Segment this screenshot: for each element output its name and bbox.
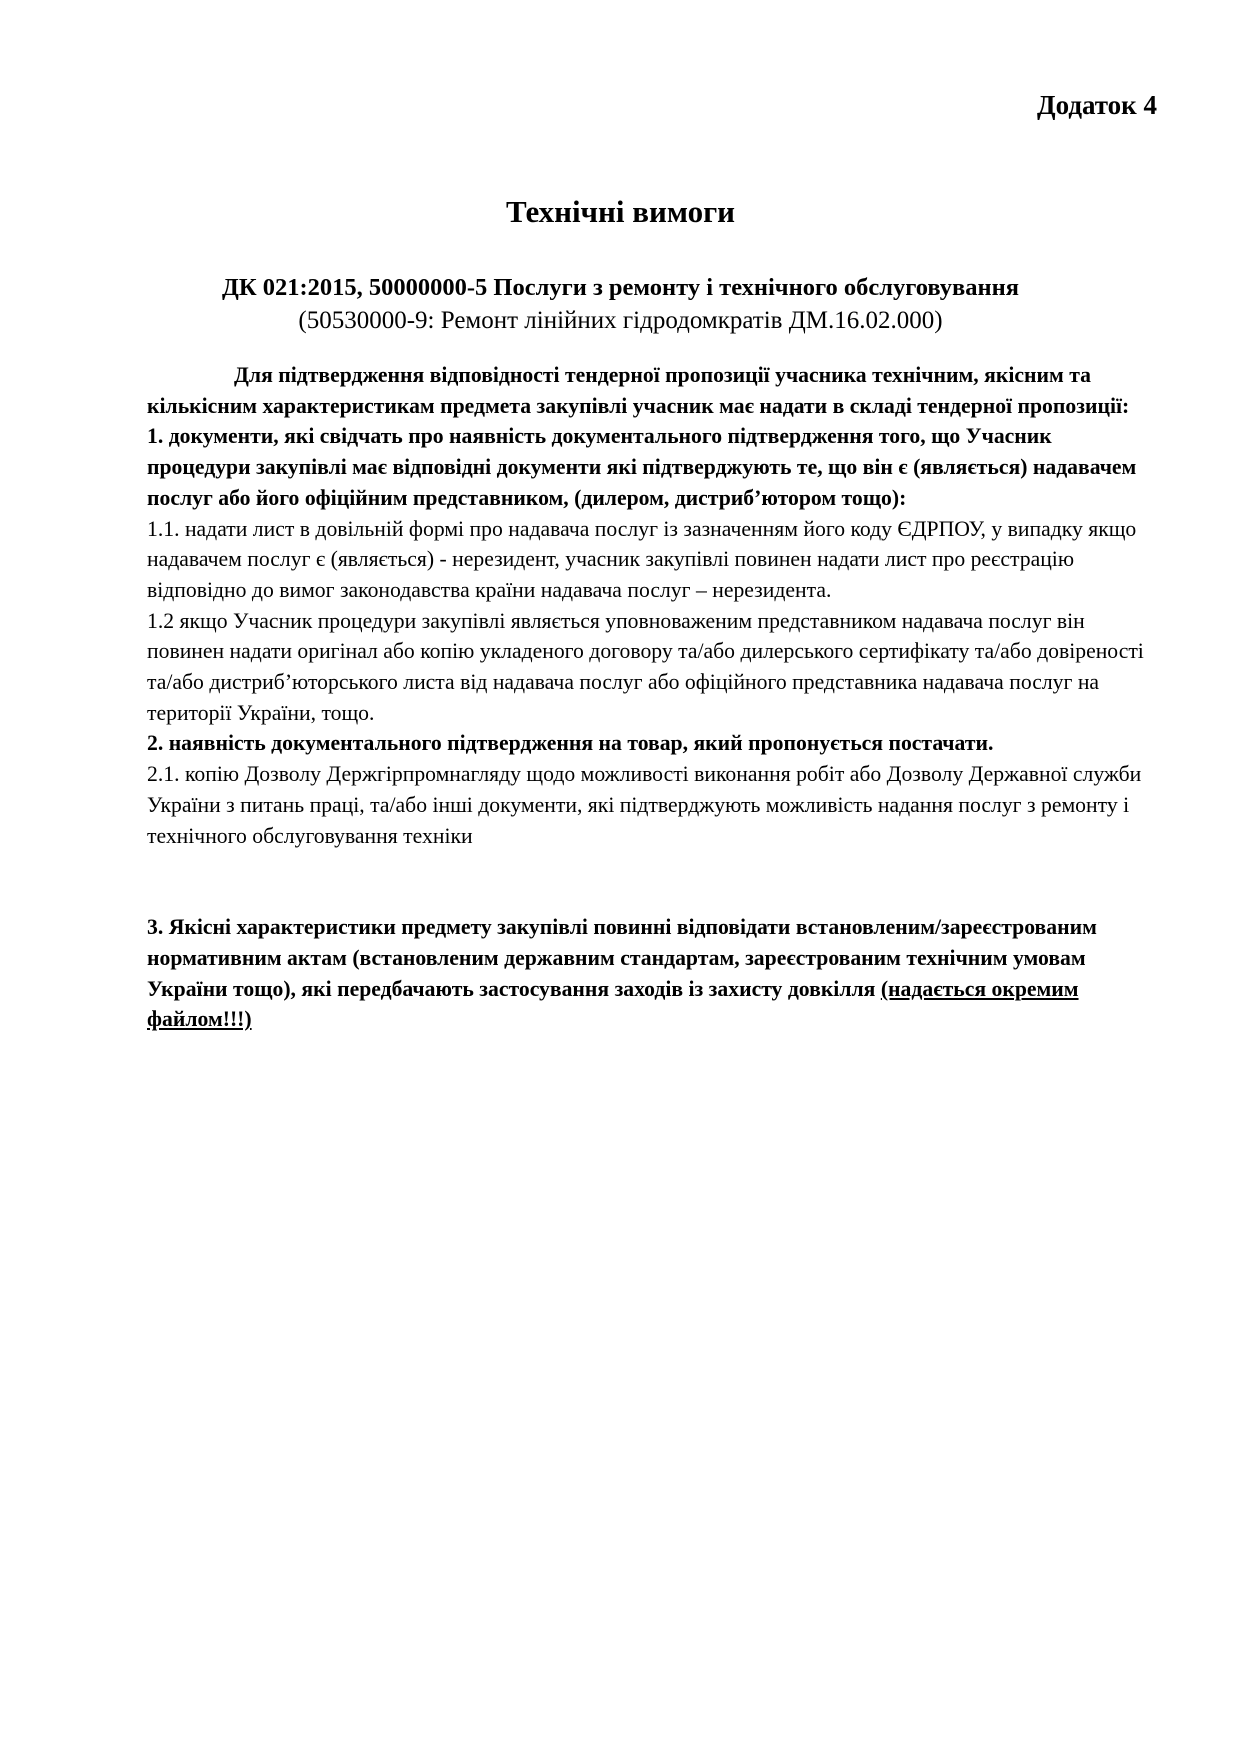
- subject-code: ДК 021:2015, 50000000-5 Послуги з ремонту і технічного обслуговування: [221, 274, 1019, 301]
- procurement-subject: [80, 272, 1161, 337]
- annex-label: Додаток 4: [1037, 90, 1157, 120]
- section-1-item-1: 1.1. надати лист в довільній формі про надавача послуг із зазначенням його коду ЄДРПОУ, у випадку якщо надавачем послуг є (являється) - нерезидент, учасник закупівлі повинен надати лист про реєстрацію відповідно до вимог законодавства країни надавача послуг – нерезидента.: [147, 516, 1137, 602]
- section-1-item-2: 1.2 якщо Учасник процедури закупівлі являється уповноваженим представником надавача послуг він повинен надати оригінал або копію укладеного договору та/або дилерського сертифікату та/або довіреності та/або дистриб’юторського листа від надавача послуг або офіційного представника надавача послуг на території України, тощо.: [147, 608, 1144, 725]
- section-3-paragraph: [147, 912, 1157, 1035]
- section-1-heading: 1. документи, які свідчать про наявність документального підтвердження того, що Учасник процедури закупівлі має відповідні документи які підтверджують те, що він є (являється) надавачем послуг або його офіційним представником, (дилером, дистриб’ютором тощо):: [147, 424, 1137, 510]
- separate-file-note: (надається окремим файлом!!!): [147, 976, 1079, 1032]
- section-3-text: 3. Якісні характеристики предмету закупівлі повинні відповідати встановленим/зареєстрованим нормативним актам (встановленим державним стандартам, зареєстрованим технічним умовам України тощо), які передбачають застосування заходів із захисту довкілля: [147, 915, 1097, 1001]
- subject-item: (50530000-9: Ремонт лінійних гідродомкратів ДМ.16.02.000): [298, 307, 943, 334]
- document-title: Технічні вимоги: [505, 194, 736, 229]
- section-2-heading: 2. наявність документального підтвердження на товар, який пропонується постачати.: [147, 731, 994, 756]
- requirements-body: [147, 360, 1157, 1035]
- section-spacer: [147, 851, 1157, 912]
- intro-paragraph: Для підтвердження відповідності тендерної пропозиції учасника технічним, якісним та кількісним характеристикам предмета закупівлі учасник має надати в складі тендерної пропозиції:: [147, 363, 1130, 418]
- section-2-item-1: 2.1. копію Дозволу Держгірпромнагляду щодо можливості виконання робіт або Дозволу Державної служби України з питань праці, та/або інші документи, які підтверджують можливість надання послуг з ремонту і технічного обслуговування техніки: [147, 762, 1142, 848]
